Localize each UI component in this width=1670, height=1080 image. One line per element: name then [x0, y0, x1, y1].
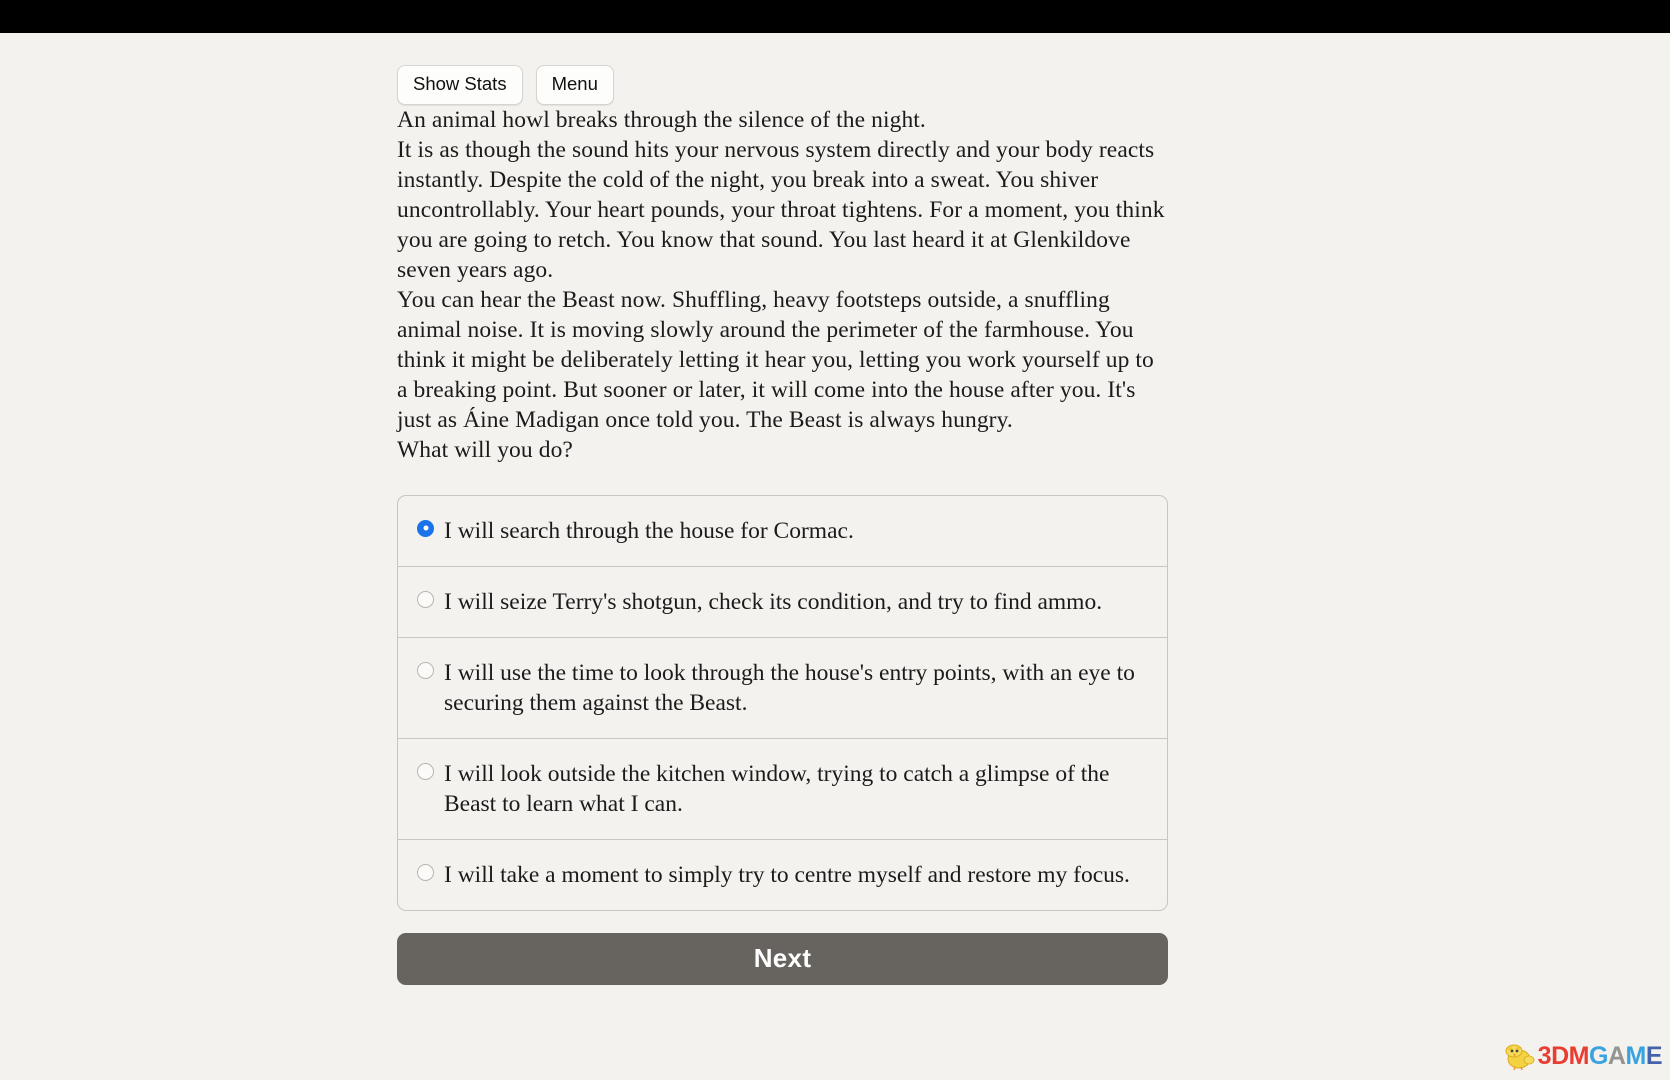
choice-option-2[interactable] [398, 567, 1167, 638]
radio-icon[interactable] [417, 864, 434, 881]
watermark-g: G [1588, 1041, 1608, 1070]
top-button-row [397, 33, 1170, 105]
choice-option-4[interactable] [398, 739, 1167, 840]
watermark-a: A [1607, 1041, 1626, 1070]
next-button[interactable] [397, 933, 1168, 985]
browser-top-bar [0, 0, 1670, 33]
radio-icon[interactable] [417, 591, 434, 608]
choice-list [397, 495, 1168, 911]
radio-icon[interactable] [417, 763, 434, 780]
radio-icon[interactable] [417, 662, 434, 679]
watermark [1502, 1042, 1662, 1070]
next-button-label: Next [753, 943, 812, 973]
choice-option-2-label: I will seize Terry's shotgun, check its condition, and try to find ammo. [444, 588, 1103, 615]
choice-option-1-label: I will search through the house for Cormac. [444, 517, 854, 544]
radio-icon-selected[interactable] [417, 520, 434, 537]
choice-option-4-label: I will look outside the kitchen window, trying to catch a glimpse of the Beast to learn what I can. [444, 760, 1110, 817]
watermark-3dm: 3DM [1537, 1041, 1589, 1070]
game-page [0, 33, 1670, 1080]
story-column [397, 33, 1170, 985]
choice-option-1[interactable] [398, 496, 1167, 567]
chick-mascot-icon [1502, 1042, 1536, 1070]
choice-option-5[interactable] [398, 840, 1167, 910]
story-paragraph-1: An animal howl breaks through the silence of the night. [397, 106, 926, 133]
choice-option-3-label: I will use the time to look through the house's entry points, with an eye to securing them against the Beast. [444, 659, 1135, 716]
menu-button[interactable]: Menu [536, 65, 614, 105]
story-paragraph-2: It is as though the sound hits your nervous system directly and your body reacts instantly. Despite the cold of the night, you break into a sweat. You shiver uncontrollably. Your heart pounds, your throat tightens. For a moment, you think you are going to retch. You know that sound. You last heard it at Glenkildove seven years ago. [397, 136, 1165, 283]
watermark-m: M [1625, 1041, 1646, 1070]
choice-option-5-label: I will take a moment to simply try to centre myself and restore my focus. [444, 861, 1130, 888]
show-stats-button[interactable]: Show Stats [397, 65, 523, 105]
story-paragraph-3: You can hear the Beast now. Shuffling, heavy footsteps outside, a snuffling animal noise. It is moving slowly around the perimeter of the farmhouse. You think it might be deliberately letting it hear you, letting you work yourself up to a breaking point. But sooner or later, it will come into the house after you. It's just as Áine Madigan once told you. The Beast is always hungry. [397, 286, 1154, 433]
choice-option-3[interactable] [398, 638, 1167, 739]
watermark-e: E [1645, 1041, 1662, 1070]
choice-prompt: What will you do? [397, 436, 573, 463]
